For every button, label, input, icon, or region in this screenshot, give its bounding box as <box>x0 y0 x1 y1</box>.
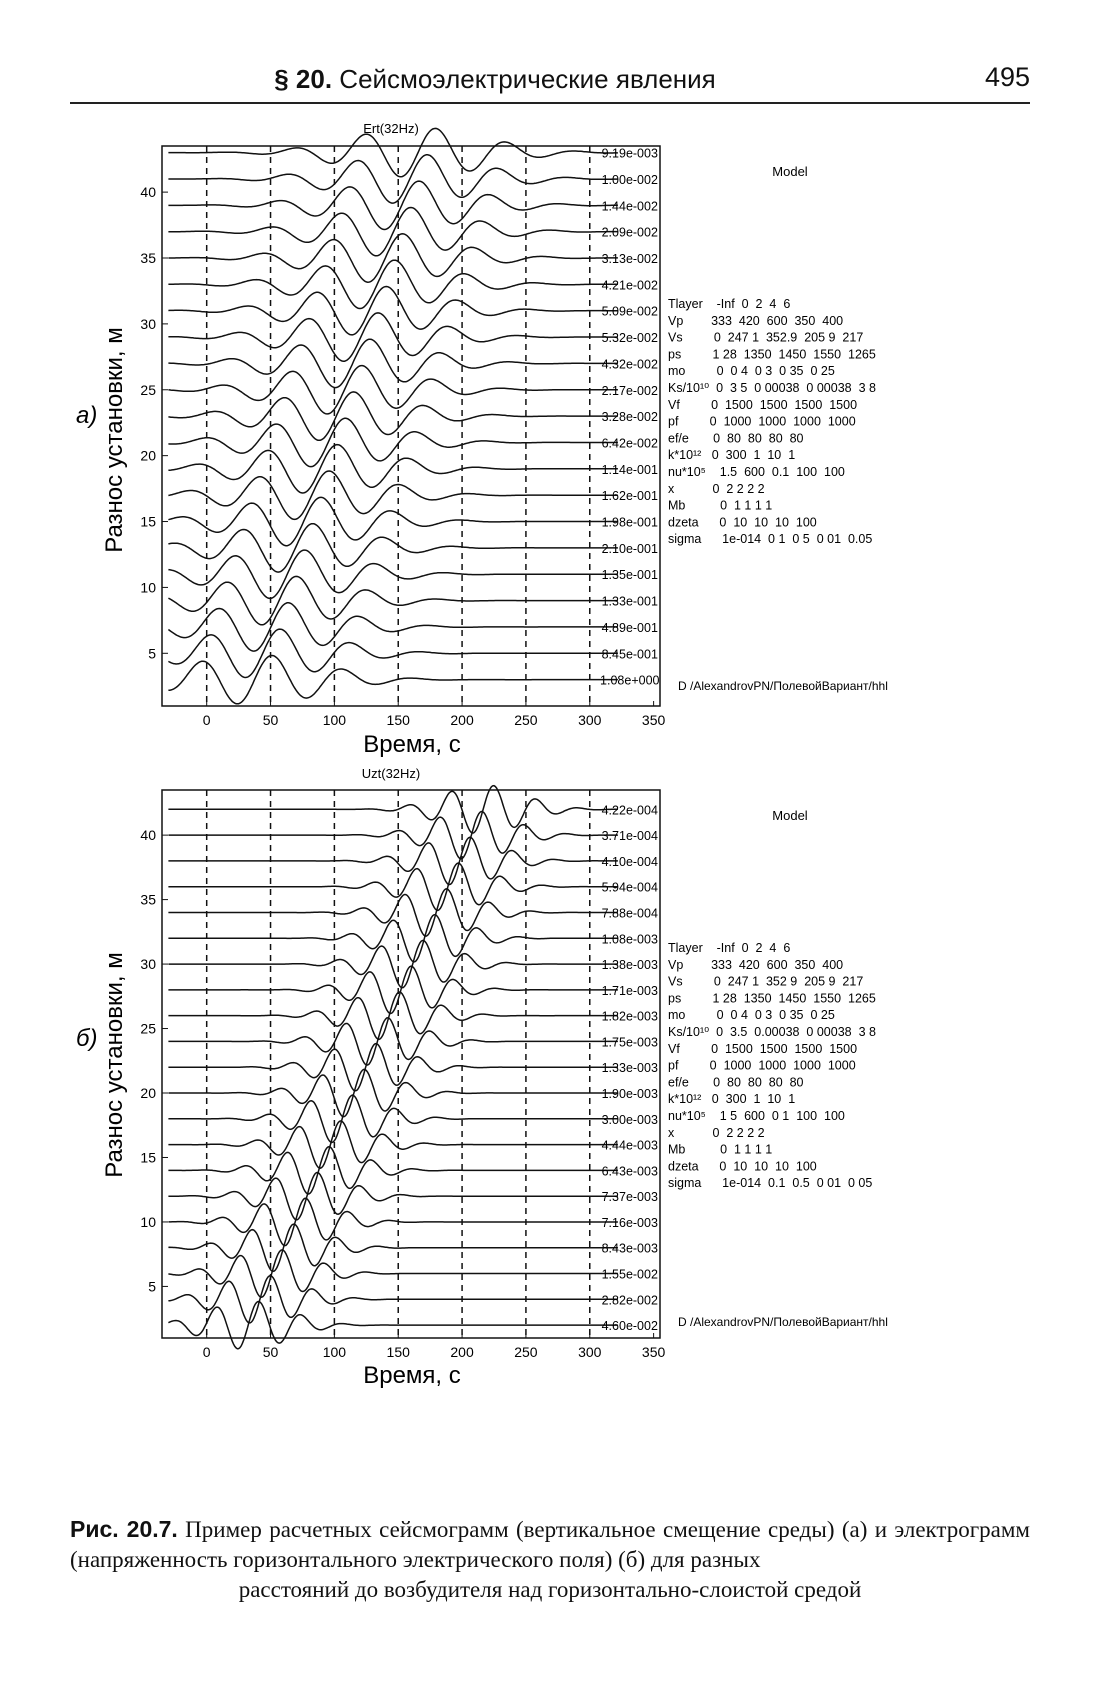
trace-amplitude-label: 2.09e-002 <box>601 225 658 240</box>
trace-line <box>168 1173 618 1220</box>
trace-line <box>168 941 618 988</box>
x-axis-label: Время, с <box>363 1362 461 1389</box>
model-parameter-line: x 0 2 2 2 2 <box>668 481 765 496</box>
trace-amplitude-label: 1.35e-001 <box>601 568 658 583</box>
model-parameter-line: Vs 0 247 1 352.9 205 9 217 <box>668 330 864 345</box>
trace-line <box>168 966 618 1013</box>
trace-amplitude-label: 2.17e-002 <box>601 383 658 398</box>
trace-amplitude-label: 1.33e-003 <box>601 1061 658 1076</box>
y-tick-label: 40 <box>140 827 156 844</box>
trace-line <box>168 1198 618 1245</box>
trace-line <box>168 234 618 282</box>
y-tick-label: 30 <box>140 315 156 332</box>
trace-line <box>168 392 618 440</box>
x-tick-label: 350 <box>641 1344 666 1360</box>
model-parameter-line: Vp 333 420 600 350 400 <box>668 313 844 328</box>
trace-amplitude-label: 7.88e-004 <box>601 906 658 921</box>
x-tick-label: 50 <box>262 712 279 728</box>
trace-amplitude-label: 1.71e-003 <box>601 983 658 998</box>
trace-amplitude-label: 1.00e-002 <box>601 172 658 187</box>
trace-line <box>168 418 618 466</box>
trace-amplitude-label: 4.89e-001 <box>601 620 658 635</box>
caption-label: Рис. 20.7. <box>70 1516 178 1542</box>
y-tick-label: 15 <box>140 1149 156 1166</box>
trace-amplitude-label: 1.55e-002 <box>601 1267 658 1282</box>
trace-line <box>168 497 618 545</box>
trace-line <box>168 992 618 1039</box>
trace-amplitude-label: 6.42e-002 <box>601 436 658 451</box>
trace-amplitude-label: 4.32e-002 <box>601 357 658 372</box>
model-parameter-line: Tlayer -Inf 0 2 4 6 <box>668 297 791 311</box>
trace-amplitude-label: 1.98e-001 <box>601 515 658 530</box>
trace-amplitude-label: 1.14e-001 <box>601 462 658 477</box>
chart-title: Uzt(32Hz) <box>361 766 421 781</box>
model-parameter-line: Vf 0 1500 1500 1500 1500 <box>668 397 858 412</box>
trace-amplitude-label: 6.43e-003 <box>601 1164 658 1179</box>
model-parameter-line: x 0 2 2 2 2 <box>668 1125 765 1140</box>
x-tick-label: 300 <box>578 712 602 728</box>
trace-line <box>168 863 618 910</box>
trace-amplitude-label: 3.13e-002 <box>601 252 658 266</box>
y-tick-label: 10 <box>140 579 156 596</box>
model-parameter-line: Vf 0 1500 1500 1500 1500 <box>668 1041 858 1056</box>
chart-panel-1 <box>76 121 888 758</box>
trace-line <box>168 656 618 704</box>
y-axis-label: Разнос установки, м <box>101 327 128 553</box>
model-parameter-line: Ks/10¹⁰ 0 3 5 0 00038 0 00038 3 8 <box>668 381 876 395</box>
trace-line <box>168 339 618 387</box>
page-number: 495 <box>984 62 1030 92</box>
trace-amplitude-label: 8.43e-003 <box>601 1241 658 1256</box>
model-parameter-line: Mb 0 1 1 1 1 <box>668 1142 773 1157</box>
model-parameter-line: Mb 0 1 1 1 1 <box>668 498 773 513</box>
y-tick-label: 20 <box>140 1085 156 1102</box>
panel-label: б) <box>76 1025 98 1052</box>
x-tick-label: 0 <box>202 712 211 728</box>
y-tick-label: 40 <box>140 184 156 201</box>
trace-amplitude-label: 4.60e-002 <box>601 1319 658 1334</box>
trace-amplitude-label: 4.44e-003 <box>601 1138 658 1153</box>
section-title: Сейсмоэлектрические явления <box>339 64 716 94</box>
trace-amplitude-label: 8.45e-001 <box>601 647 658 662</box>
trace-amplitude-label: 4.10e-004 <box>601 854 658 869</box>
x-axis-label: Время, с <box>363 731 461 758</box>
x-tick-label: 0 <box>202 1344 211 1360</box>
trace-amplitude-label: 3.00e-003 <box>601 1112 658 1127</box>
plot-frame <box>162 146 660 706</box>
y-tick-label: 10 <box>140 1213 156 1230</box>
trace-amplitude-label: 5.94e-004 <box>601 880 658 895</box>
model-parameter-line: dzeta 0 10 10 10 100 <box>668 515 817 530</box>
trace-amplitude-label: 2.82e-002 <box>601 1293 658 1308</box>
model-parameter-line: Vs 0 247 1 352 9 205 9 217 <box>668 974 864 989</box>
x-tick-label: 100 <box>322 712 347 728</box>
model-parameter-line: sigma 1e-014 0 1 0 5 0 01 0.05 <box>668 532 873 547</box>
x-tick-label: 250 <box>514 712 538 728</box>
x-tick-label: 300 <box>578 1344 602 1360</box>
trace-line <box>168 313 618 361</box>
trace-amplitude-label: 1.90e-003 <box>601 1087 658 1102</box>
trace-amplitude-label: 3.28e-002 <box>601 410 658 425</box>
model-parameter-line: Ks/10¹⁰ 0 3.5 0.00038 0 00038 3 8 <box>668 1025 876 1039</box>
trace-amplitude-label: 5.09e-002 <box>601 304 658 319</box>
trace-line <box>168 786 618 833</box>
y-tick-label: 20 <box>140 447 156 464</box>
y-tick-label: 5 <box>148 1278 156 1295</box>
x-tick-label: 50 <box>262 1344 279 1360</box>
model-title: Model <box>772 808 808 823</box>
trace-amplitude-label: 1.62e-001 <box>601 489 658 504</box>
model-parameter-line: k*10¹² 0 300 1 10 1 <box>668 448 796 463</box>
trace-line <box>168 208 618 256</box>
y-tick-label: 25 <box>140 381 156 398</box>
trace-line <box>168 603 618 651</box>
model-parameter-line: nu*10⁵ 1.5 600 0.1 100 100 <box>668 465 845 479</box>
model-parameter-line: pf 0 1000 1000 1000 1000 <box>668 1058 856 1073</box>
trace-line <box>168 629 618 677</box>
trace-line <box>168 260 618 308</box>
x-tick-label: 250 <box>514 1344 538 1360</box>
model-parameter-line: ef/e 0 80 80 80 80 <box>668 431 804 446</box>
source-path: D /AlexandrovPN/ПолевойВариант/hhl <box>678 1315 888 1329</box>
trace-line <box>168 1276 618 1323</box>
trace-line <box>168 1044 618 1091</box>
model-parameter-line: mo 0 0 4 0 3 0 35 0 25 <box>668 1008 835 1023</box>
trace-amplitude-label: 1.82e-003 <box>601 1009 658 1024</box>
trace-amplitude-label: 7.16e-003 <box>601 1215 658 1230</box>
model-title: Model <box>772 164 808 179</box>
model-parameter-line: k*10¹² 0 300 1 10 1 <box>668 1092 796 1107</box>
trace-amplitude-label: 9.19e-003 <box>601 146 658 161</box>
trace-amplitude-label: 1.38e-003 <box>601 958 658 973</box>
x-tick-label: 350 <box>641 712 666 728</box>
trace-line <box>168 181 618 229</box>
chart-title: Ert(32Hz) <box>363 121 419 136</box>
trace-amplitude-label: 1.75e-003 <box>601 1035 658 1050</box>
model-parameter-line: Vp 333 420 600 350 400 <box>668 957 844 972</box>
model-parameter-line: ps 1 28 1350 1450 1550 1265 <box>668 991 876 1006</box>
y-tick-label: 30 <box>140 956 156 973</box>
trace-line <box>168 155 618 203</box>
model-parameter-line: dzeta 0 10 10 10 100 <box>668 1159 817 1174</box>
trace-amplitude-label: 7.37e-003 <box>601 1190 658 1205</box>
y-tick-label: 15 <box>140 513 156 530</box>
trace-line <box>168 471 618 519</box>
model-parameter-line: nu*10⁵ 1 5 600 0 1 100 100 <box>668 1109 845 1123</box>
trace-line <box>168 812 618 859</box>
trace-line <box>168 1095 618 1142</box>
trace-amplitude-label: 5.32e-002 <box>601 331 658 346</box>
trace-line <box>168 1147 618 1194</box>
model-parameter-line: mo 0 0 4 0 3 0 35 0 25 <box>668 364 835 379</box>
model-parameter-line: ps 1 28 1350 1450 1550 1265 <box>668 347 876 362</box>
section-number: § 20. <box>274 64 333 94</box>
trace-line <box>168 1121 618 1168</box>
panel-label: а) <box>76 402 98 429</box>
trace-line <box>168 576 618 624</box>
y-axis-label: Разнос установки, м <box>101 952 128 1178</box>
trace-line <box>168 1302 618 1349</box>
y-tick-label: 25 <box>140 1020 156 1037</box>
chart-panel-2 <box>76 766 888 1389</box>
trace-amplitude-label: 1.44e-002 <box>601 199 658 214</box>
trace-line <box>168 524 618 572</box>
x-tick-label: 200 <box>450 712 474 728</box>
trace-amplitude-label: 4.21e-002 <box>601 278 658 293</box>
trace-line <box>168 837 618 884</box>
model-parameter-line: sigma 1e-014 0.1 0.5 0 01 0 05 <box>668 1176 873 1191</box>
trace-amplitude-label: 3.71e-004 <box>601 829 658 844</box>
model-parameter-line: pf 0 1000 1000 1000 1000 <box>668 414 856 429</box>
trace-amplitude-label: 4.22e-004 <box>601 803 658 818</box>
trace-amplitude-label: 1.33e-001 <box>601 594 658 609</box>
model-parameter-line: Tlayer -Inf 0 2 4 6 <box>668 941 791 955</box>
trace-line <box>168 550 618 598</box>
y-tick-label: 35 <box>140 250 156 266</box>
trace-line <box>168 1069 618 1116</box>
x-tick-label: 200 <box>450 1344 474 1360</box>
trace-line <box>168 1224 618 1271</box>
x-tick-label: 150 <box>386 712 410 728</box>
y-tick-label: 35 <box>140 891 156 908</box>
trace-line <box>168 915 618 962</box>
model-parameter-line: ef/e 0 80 80 80 80 <box>668 1075 804 1090</box>
trace-amplitude-label: 1.08e+000 <box>600 673 660 688</box>
y-tick-label: 5 <box>148 645 156 662</box>
x-tick-label: 100 <box>322 1344 347 1360</box>
trace-line <box>168 287 618 335</box>
figure-caption <box>70 1514 1030 1605</box>
trace-amplitude-label: 2.10e-001 <box>601 541 658 556</box>
source-path: D /AlexandrovPN/ПолевойВариант/hhl <box>678 679 888 693</box>
caption-text: Пример расчетных сейсмограмм (вертикальное смещение среды) (а) и электрограмм (напряженность горизонтального электрического поля) (б) для разных <box>70 1517 1030 1572</box>
trace-line <box>168 1018 618 1065</box>
trace-amplitude-label: 1.08e-003 <box>601 932 658 947</box>
caption-last-line: расстояний до возбудителя над горизонтально-слоистой средой <box>238 1577 862 1602</box>
x-tick-label: 150 <box>386 1344 410 1360</box>
